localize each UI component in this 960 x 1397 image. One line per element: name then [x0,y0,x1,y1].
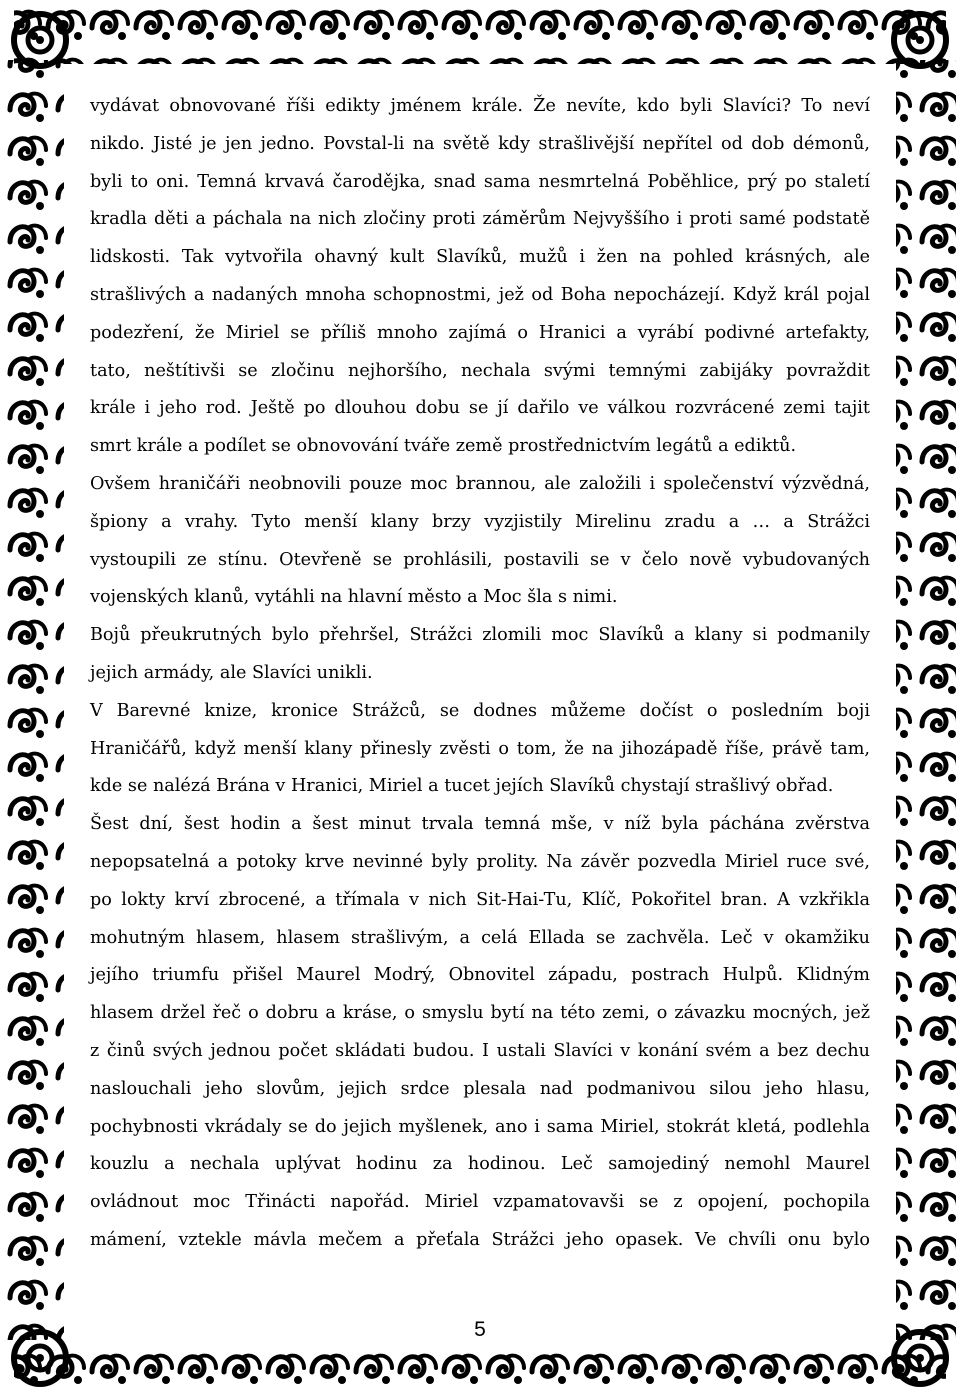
text-line: z činů svých jednou počet skládati budou. I ustali Slavíci v konání svém a bez dechu [90,1040,870,1061]
text-line: ovládnout moc Třinácti napořád. Miriel vzpamatovavši se z opojení, pochopila [90,1192,870,1213]
text-line: kde se nalézá Brána v Hranici, Miriel a tucet jejích Slavíků chystají strašlivý obřad. [90,776,834,797]
text-line: jejich armády, ale Slavíci unikli. [90,662,373,683]
text-line: mámení, vztekle mávla mečem a přeťala Strážci jeho opasek. Ve chvíli onu bylo [90,1229,870,1250]
text-line: hlasem držel řeč o dobru a kráse, o smyslu bytí na této zemi, o závazku mocných, jež [90,1003,870,1024]
text-line: pochybnosti vkrádaly se do jejich myšlenek, ano i sama Miriel, stokrát kletá, podlehla [90,1116,870,1137]
text-line: nepopsatelná a potoky krve nevinné byly prolity. Na závěr pozvedla Miriel ruce své, [90,851,870,872]
text-line: krále i jeho rod. Ještě po dlouhou dobu se jí dařilo ve válkou rozvrácené zemi tajit [90,398,870,419]
text-line: Bojů přeukrutných bylo přehršel, Strážci zlomili moc Slavíků a klany si podmanily [90,625,870,646]
text-line: kouzlu a nechala uplývat hodinu za hodinou. Leč samojediný nemohl Maurel [90,1154,870,1175]
text-line: strašlivých a nadaných mnoha schopnostmi, jež od Boha nepocházejí. Když král pojal [90,284,870,305]
text-line: vojenských klanů, vytáhli na hlavní město a Moc šla s nimi. [90,587,618,608]
text-line: Šest dní, šest hodin a šest minut trvala temná mše, v níž byla páchána zvěrstva [90,814,870,835]
text-line: Ovšem hraničáři neobnovili pouze moc brannou, ale založili i společenství výzvědná, [90,473,870,494]
text-line: tato, neštítivši se zločinu nejhoršího, nechala svými temnými zabijáky povraždit [90,360,870,381]
text-line: vystoupili ze stínu. Otevřeně se prohlásili, postavili se v čelo nově vybudovaných [90,549,870,570]
text-line: lidskosti. Tak vytvořila ohavný kult Slavíků, mužů i žen na pohled krásných, ale [90,247,870,268]
border-right [896,60,956,1340]
text-line: byli to oni. Temná krvavá čarodějka, snad sama nesmrtelná Poběhlice, prý po staletí [90,171,870,192]
text-line: Hraničářů, když menší klany přinesly zvěsti o tom, že na jihozápadě říše, právě tam, [90,738,870,759]
text-line: vydávat obnovované říši edikty jménem krále. Že nevíte, kdo byli Slavíci? To neví [90,96,870,116]
text-line: po lokty krví zbrocené, a třímala v nich Sit-Hai-Tu, Klíč, Pokořitel bran. A vzkřikla [90,889,870,910]
text-line: špiony a vrahy. Tyto menší klany brzy vyzjistily Mirelinu zradu a … a Strážci [90,511,870,532]
text-line: V Barevné knize, kronice Strážců, se dodnes můžeme dočíst o posledním boji [90,700,870,721]
border-left [4,60,64,1340]
text-line: mohutným hlasem, hlasem strašlivým, a celá Ellada se zachvěla. Leč v okamžiku [90,927,870,948]
text-line: jejího triumfu přišel Maurel Modrý, Obnovitel západu, postrach Hulpů. Klidným [90,965,870,986]
text-line: kradla děti a páchala na nich zločiny proti záměrům Nejvyššího i proti samé podstatě [90,209,870,230]
page-number: 5 [474,1318,486,1341]
body-text [90,88,870,1260]
text-line: podezření, že Miriel se příliš mnoho zajímá o Hranici a vyrábí podivné artefakty, [90,322,870,343]
text-line: smrt krále a podílet se obnovování tváře země prostřednictvím legátů a ediktů. [90,436,797,457]
text-line: nikdo. Jisté je jen jedno. Povstal-li na světě kdy strašlivější nepřítel od dob démonů, [90,133,870,154]
text-line: naslouchali jeho slovům, jejich srdce plesala nad podmanivou silou jeho hlasu, [90,1078,870,1099]
border-bottom [14,1338,946,1392]
border-top [14,6,946,64]
